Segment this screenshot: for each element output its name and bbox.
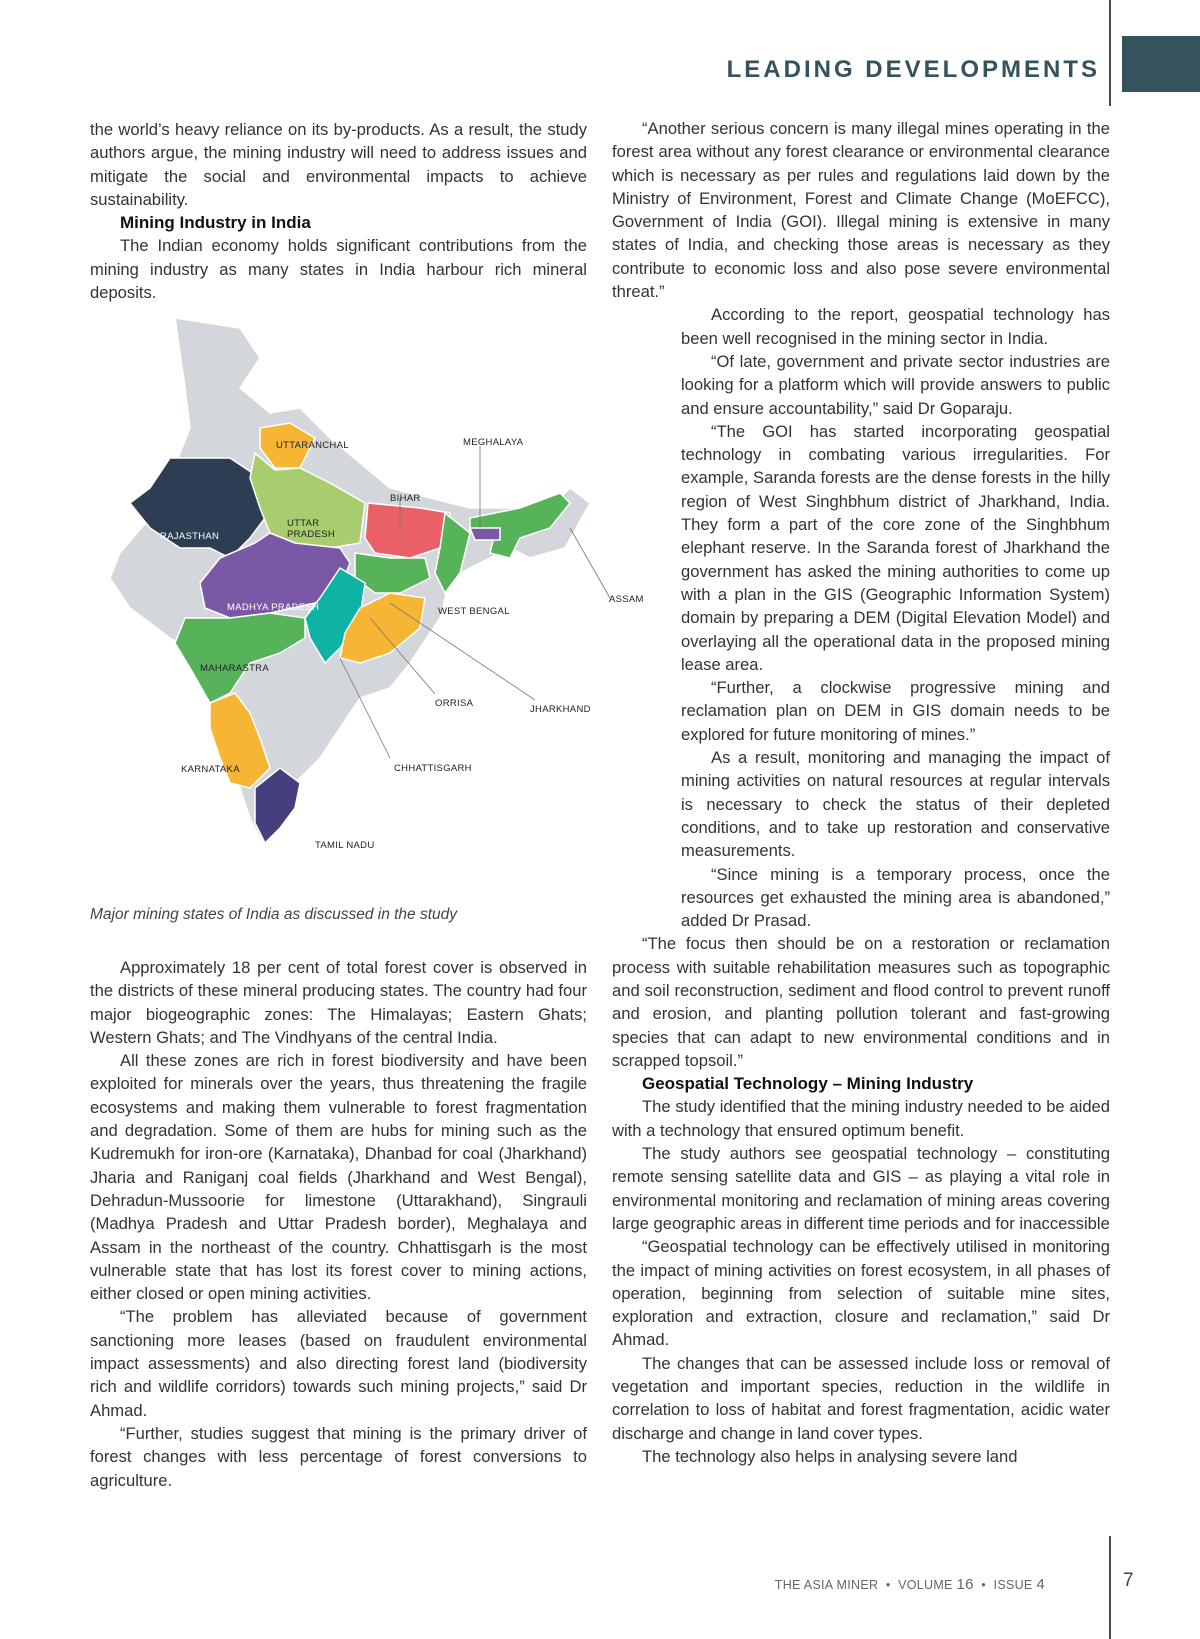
map-label-karnataka: KARNATAKA bbox=[181, 764, 240, 775]
paragraph: “Geospatial technology can be effectively utilised in monitoring the impact of mining activities on forest ecosystem, in all phases of operation, beginning from selection of suitable mine sites, exploration and extraction, closure and reclamation,” said Dr Ahmad. bbox=[612, 1237, 1110, 1350]
paragraph: “Further, a clockwise progressive mining and reclamation plan on DEM in GIS domain needs to be explored for future monitoring of mines.” bbox=[681, 678, 1110, 744]
footer-publication-info: THE ASIA MINER • VOLUME 16 • ISSUE 4 bbox=[774, 1576, 1045, 1593]
article-column-left-bottom bbox=[90, 956, 587, 1492]
subheading: Geospatial Technology – Mining Industry bbox=[642, 1074, 974, 1094]
paragraph: According to the report, geospatial technology has been well recognised in the mining sector in India. bbox=[681, 305, 1110, 348]
section-tab-block bbox=[1122, 36, 1200, 92]
paragraph: the world’s heavy reliance on its by-products. As a result, the study authors argue, the mining industry will need to address issues and mitigate the social and environmental impacts to achieve sustainability. bbox=[90, 120, 587, 209]
map-label-west-bengal: WEST BENGAL bbox=[438, 606, 510, 617]
paragraph: The Indian economy holds significant contributions from the mining industry as many states in India harbour rich mineral deposits. bbox=[90, 236, 587, 303]
map-label-tamil-nadu: TAMIL NADU bbox=[315, 840, 375, 851]
issue-label: ISSUE bbox=[993, 1578, 1033, 1592]
map-label-jharkhand: JHARKHAND bbox=[530, 704, 591, 715]
paragraph: The study identified that the mining industry needed to be aided with a technology that ensured optimum benefit. bbox=[612, 1097, 1110, 1140]
paragraph: All these zones are rich in forest biodiversity and have been exploited for minerals over the years, thus threatening the fragile ecosystems and making them vulnerable to forest fragmentation and degradation. Some of them are hubs for mining such as the Kudremukh for iron-ore (Karnataka), Dhanbad for coal (Jharkhand) Jharia and Raniganj coal fields (Jharkhand and West Bengal), Dehradun-Mussoorie for limestone (Uttarakhand), Singrauli (Madhya Pradesh and Uttar Pradesh border), Meghalaya and Assam in the northeast of the country. Chhattisgarh is the most vulnerable state that has lost its forest cover to mining actions, either closed or open mining activities. bbox=[90, 1051, 587, 1304]
map-label-uttar-pradesh: UTTAR PRADESH bbox=[287, 518, 336, 540]
page-number: 7 bbox=[1123, 1570, 1134, 1591]
footer-rule bbox=[1109, 1536, 1111, 1639]
map-label-chhattisgarh: CHHATTISGARH bbox=[394, 763, 472, 774]
paragraph: As a result, monitoring and managing the impact of mining activities on natural resources at regular intervals is necessary to check the status of their depleted conditions, and to take up restoration and conservative measurements. bbox=[681, 748, 1110, 861]
map-label-assam: ASSAM bbox=[609, 594, 644, 605]
paragraph: The study authors see geospatial technology – constituting remote sensing satellite data and GIS – as playing a vital role in environmental monitoring and reclamation of mining areas covering large geographic areas in different time periods and for inaccessible bbox=[612, 1144, 1110, 1233]
map-label-orrisa: ORRISA bbox=[435, 698, 474, 709]
article-column-right bbox=[612, 117, 1110, 1468]
paragraph: “The GOI has started incorporating geospatial technology in combating various irregularities. For example, Saranda forests are the dense forests in the hilly region of West Singhbhum district of Jharkhand, India. They form a part of the core zone of the Singhbhum elephant reserve. In the Saranda forest of Jharkhand the government has asked the mining authorities to come up with a plan in the GIS (Geographic Information System) domain by preparing a DEM (Digital Elevation Model) and overlaying all the operational data in the proposed mining lease area. bbox=[681, 421, 1110, 674]
india-mining-states-map bbox=[90, 318, 644, 908]
paragraph: “Further, studies suggest that mining is the primary driver of forest changes with less percentage of forest conversions to agriculture. bbox=[90, 1423, 587, 1490]
map-state-meghalaya bbox=[470, 528, 500, 540]
article-column-left-top bbox=[90, 118, 587, 304]
section-title: LEADING DEVELOPMENTS bbox=[726, 56, 1100, 83]
map-leader-line bbox=[570, 528, 610, 598]
paragraph: “Another serious concern is many illegal mines operating in the forest area without any forest clearance or environmental clearance which is necessary as per rules and regulations laid down by the Ministry of Environment, Forest and Climate Change (MoEFCC), Government of India (GOI). Illegal mining is extensive in many states of India, and checking those areas is necessary as they contribute to economic loss and also pose severe environmental threat.” bbox=[612, 119, 1110, 302]
issue-number: 4 bbox=[1036, 1576, 1045, 1593]
subheading: Mining Industry in India bbox=[120, 213, 311, 233]
volume-number: 16 bbox=[956, 1576, 974, 1593]
map-label-meghalaya: MEGHALAYA bbox=[463, 437, 524, 448]
map-label-madhya-pradesh: MADHYA PRADESH bbox=[227, 602, 320, 613]
map-graphic bbox=[90, 318, 630, 908]
paragraph: “Of late, government and private sector industries are looking for a platform which will provide answers to public and ensure accountability,” said Dr Goparaju. bbox=[681, 351, 1110, 418]
header-rule bbox=[1109, 0, 1111, 106]
publication-name: THE ASIA MINER bbox=[774, 1578, 879, 1592]
paragraph: The technology also helps in analysing severe land bbox=[642, 1446, 1018, 1466]
map-label-bihar: BIHAR bbox=[390, 493, 421, 504]
paragraph: “Since mining is a temporary process, once the resources get exhausted the mining area is abandoned,” added Dr Prasad. bbox=[681, 864, 1110, 931]
paragraph: The changes that can be assessed include loss or removal of vegetation and important species, reduction in the wildlife in correlation to loss of habitat and forest fragmentation, acidic water discharge and change in land cover types. bbox=[612, 1353, 1110, 1443]
map-label-rajasthan: RAJASTHAN bbox=[160, 531, 220, 542]
map-label-maharastra: MAHARASTRA bbox=[200, 663, 269, 674]
paragraph: “The problem has alleviated because of government sanctioning more leases (based on fraudulent environmental impact assessments) and also directing forest land (biodiversity rich and wildlife corridors) towards such mining projects,” said Dr Ahmad. bbox=[90, 1307, 587, 1420]
paragraph: “The focus then should be on a restoration or reclamation process with suitable rehabilitation measures such as topographic and soil reconstruction, sediment and flood control to prevent runoff and erosion, and planting pollution tolerant and fast-growing species that can adapt to new environmental conditions and in scrapped topsoil.” bbox=[612, 934, 1110, 1070]
map-label-uttaranchal: UTTARANCHAL bbox=[276, 440, 349, 451]
paragraph: Approximately 18 per cent of total forest cover is observed in the districts of these mineral producing states. The country had four major biogeographic zones: The Himalayas; Eastern Ghats; Western Ghats; and The Vindhyans of the central India. bbox=[90, 958, 587, 1047]
map-caption: Major mining states of India as discussed in the study bbox=[90, 906, 458, 923]
volume-label: VOLUME bbox=[898, 1578, 953, 1592]
